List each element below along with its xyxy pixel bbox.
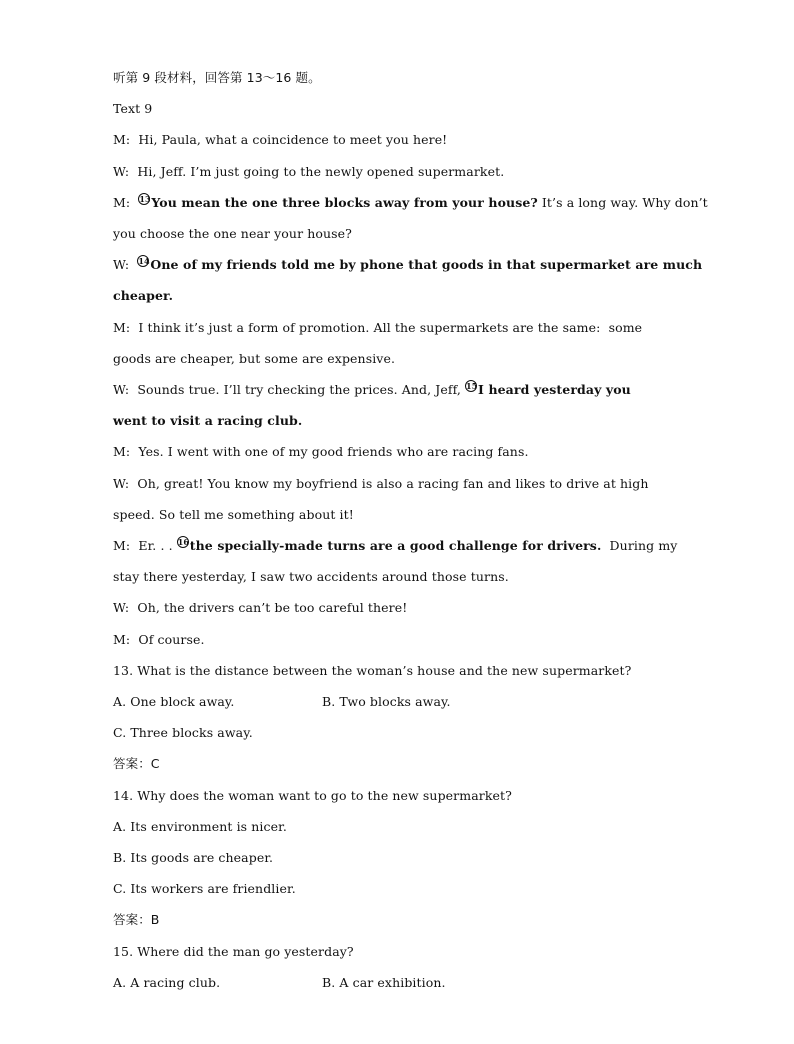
utterance: Of course. xyxy=(138,631,205,647)
dialogue-continuation: stay there yesterday, I saw two accidents around those turns. xyxy=(113,569,509,585)
dialogue-line xyxy=(113,436,683,467)
dialogue-continuation: cheaper. xyxy=(113,288,174,304)
key-sentence: I heard yesterday you xyxy=(478,382,631,398)
question-13: 13. What is the distance between the woman’s house and the new supermarket? xyxy=(113,662,632,678)
speaker: W: xyxy=(113,163,130,179)
speaker: W: xyxy=(113,382,130,398)
dialogue-line xyxy=(113,592,683,623)
utterance: Sounds true. I’ll try checking the prices. And, Jeff, xyxy=(137,382,466,398)
dialogue-continuation: goods are cheaper, but some are expensive. xyxy=(113,350,396,366)
utterance: It’s a long way. Why don’t xyxy=(537,194,708,210)
dialogue-line xyxy=(113,374,683,405)
dialogue-line xyxy=(113,624,683,655)
document-page xyxy=(113,62,708,998)
section-header: 听第 9 段材料，回答第 13～16 题。 xyxy=(113,70,321,85)
options-row xyxy=(113,967,683,998)
dialogue-line xyxy=(113,124,683,155)
utterance: I think it’s just a form of promotion. All the supermarkets are the same: some xyxy=(138,319,643,335)
dialogue-line xyxy=(113,249,703,280)
note-marker: 15 xyxy=(466,381,478,392)
speaker: M: xyxy=(113,194,131,210)
speaker: W: xyxy=(113,475,130,491)
option-c: C. Its workers are friendlier. xyxy=(113,881,296,897)
dialogue-line xyxy=(113,312,683,343)
dialogue-line xyxy=(113,530,683,561)
option-a: A. Its environment is nicer. xyxy=(113,818,287,834)
speaker: M: xyxy=(113,319,131,335)
utterance: Hi, Jeff. I’m just going to the newly opened supermarket. xyxy=(137,163,505,179)
utterance: Er. . . xyxy=(138,538,177,554)
note-marker: 14 xyxy=(138,256,150,267)
options-row xyxy=(113,686,683,717)
answer-13: 答案：C xyxy=(113,756,160,772)
speaker: M: xyxy=(113,132,131,148)
key-sentence: One of my friends told me by phone that goods in that supermarket are much xyxy=(150,257,703,273)
dialogue-continuation: speed. So tell me something about it! xyxy=(113,506,354,522)
key-sentence: the specially-made turns are a good challenge for drivers. xyxy=(189,538,602,554)
speaker: W: xyxy=(113,600,130,616)
speaker: M: xyxy=(113,538,131,554)
question-14: 14. Why does the woman want to go to the new supermarket? xyxy=(113,787,512,803)
dialogue-line xyxy=(113,468,683,499)
option-a: A. One block away. xyxy=(113,694,235,710)
text-label: Text 9 xyxy=(113,101,153,117)
option-a: A. A racing club. xyxy=(113,974,221,990)
speaker: W: xyxy=(113,257,130,273)
speaker: M: xyxy=(113,444,131,460)
dialogue-continuation: went to visit a racing club. xyxy=(113,413,303,429)
note-marker: 16 xyxy=(177,537,190,548)
utterance: Oh, the drivers can’t be too careful there! xyxy=(137,600,408,616)
option-b: B. Two blocks away. xyxy=(322,694,451,710)
question-15: 15. Where did the man go yesterday? xyxy=(113,943,354,959)
option-b: B. Its goods are cheaper. xyxy=(113,850,274,866)
utterance-tail: During my xyxy=(601,538,678,554)
utterance: Hi, Paula, what a coincidence to meet you here! xyxy=(138,132,448,148)
key-sentence: You mean the one three blocks away from your house? xyxy=(151,194,538,210)
option-b: B. A car exhibition. xyxy=(322,974,446,990)
utterance: Yes. I went with one of my good friends who are racing fans. xyxy=(138,444,529,460)
speaker: M: xyxy=(113,631,131,647)
answer-14: 答案：B xyxy=(113,912,160,928)
dialogue-line xyxy=(113,187,708,218)
option-c: C. Three blocks away. xyxy=(113,725,253,741)
utterance: Oh, great! You know my boyfriend is also a racing fan and likes to drive at high xyxy=(137,475,649,491)
dialogue-line xyxy=(113,156,683,187)
note-marker: 13 xyxy=(139,193,151,204)
dialogue-continuation: you choose the one near your house? xyxy=(113,226,352,242)
